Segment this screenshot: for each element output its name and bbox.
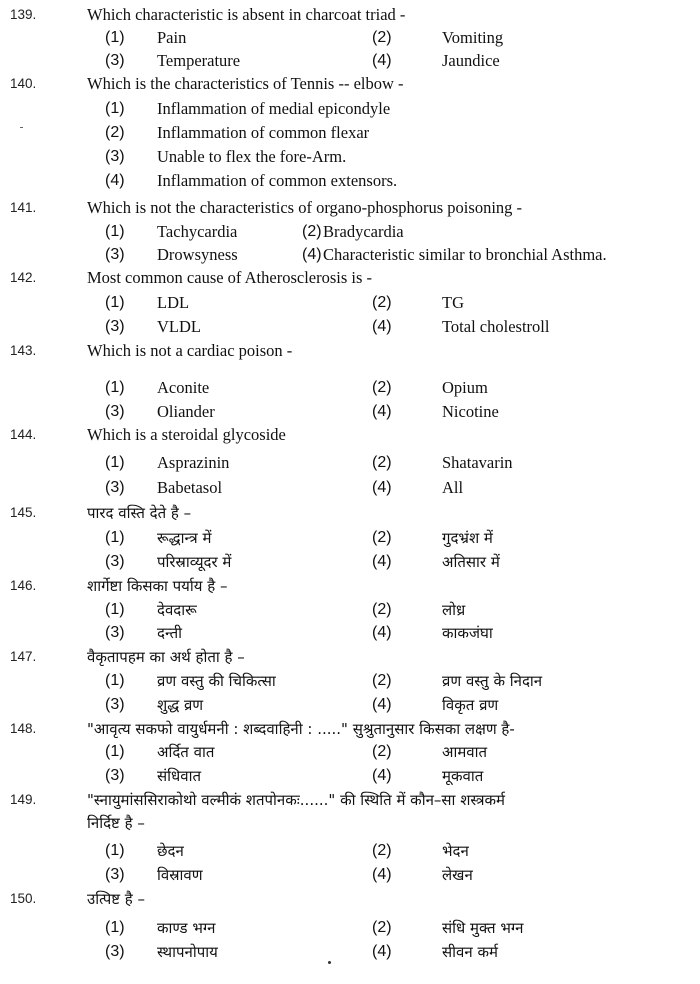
option-text: Bradycardia (323, 222, 404, 241)
option-number: (3) (105, 553, 125, 570)
option-number: (4) (372, 52, 392, 69)
question-142 (0, 267, 700, 289)
option-text: Jaundice (442, 51, 500, 70)
option-text: Vomiting (442, 28, 504, 47)
question-text: Which characteristic is absent in charcoat triad - (87, 5, 406, 24)
options-row (0, 221, 700, 243)
options-row (0, 292, 700, 314)
options-row (0, 477, 700, 499)
options-row (0, 452, 700, 474)
option-number: (3) (105, 866, 125, 883)
option-number: (3) (105, 767, 125, 784)
options-row (0, 244, 700, 266)
option-text: छेदन (157, 842, 184, 860)
question-number: 142. (10, 270, 37, 285)
options-row (0, 27, 700, 49)
question-text: वैकृतापहम का अर्थ होता है – (87, 648, 245, 666)
option-text: मूकवात (442, 767, 484, 785)
option-text: व्रण वस्तु की चिकित्सा (157, 672, 276, 690)
option-text: Pain (157, 28, 187, 47)
option-number: (3) (105, 624, 125, 641)
option-text: लोध्र (442, 601, 466, 619)
option-number: (2) (105, 124, 125, 141)
options-row (0, 377, 700, 399)
option-number: (4) (372, 479, 392, 496)
option-text: Inflammation of common flexar (157, 123, 370, 142)
options-row (0, 527, 700, 549)
option-text: Nicotine (442, 402, 499, 421)
question-number: 149. (10, 792, 37, 807)
option-text: सीवन कर्म (442, 943, 498, 961)
option-text: दन्ती (157, 624, 183, 642)
option-number: (1) (105, 454, 125, 471)
option-number: (3) (105, 148, 125, 165)
question-149-continued (0, 812, 700, 834)
option-number: (2) (372, 29, 392, 46)
option-number: (2) (372, 454, 392, 471)
option-row (0, 146, 700, 168)
options-row (0, 864, 700, 886)
question-text: Which is not the characteristics of organo-phosphorus poisoning - (87, 198, 523, 217)
option-text: Asprazinin (157, 453, 230, 472)
question-text: उत्पिष्ट है – (87, 890, 145, 908)
question-text: Most common cause of Atherosclerosis is - (87, 268, 373, 287)
option-number: (4) (372, 767, 392, 784)
option-number: (3) (105, 479, 125, 496)
question-number: 139. (10, 7, 37, 22)
option-text: अतिसार में (442, 553, 500, 571)
option-number: (4) (372, 866, 392, 883)
question-143 (0, 340, 700, 362)
option-number: (4) (372, 553, 392, 570)
question-number: 150. (10, 891, 37, 906)
option-number: (1) (105, 601, 125, 618)
option-text: All (442, 478, 464, 497)
option-text: लेखन (442, 866, 473, 884)
option-text: Tachycardia (157, 222, 238, 241)
option-text: भेदन (442, 842, 469, 860)
question-149 (0, 789, 700, 811)
option-number: (4) (105, 172, 125, 189)
option-number: (2) (372, 294, 392, 311)
question-text: Which is not a cardiac poison - (87, 341, 293, 360)
question-number: 143. (10, 343, 37, 358)
options-row (0, 694, 700, 716)
question-text: पारद वस्ति देते है – (87, 504, 192, 522)
question-150 (0, 888, 700, 910)
option-number: (3) (105, 943, 125, 960)
question-140 (0, 73, 700, 95)
option-text: Opium (442, 378, 488, 397)
option-text: अर्दित वात (157, 743, 215, 761)
question-147 (0, 646, 700, 668)
question-text-line2: निर्दिष्ट है – (87, 814, 145, 832)
option-text: गुदभ्रंश में (442, 529, 493, 547)
question-number: 140. (10, 76, 37, 91)
options-row (0, 316, 700, 338)
question-number: 146. (10, 578, 37, 593)
option-number: (3) (105, 318, 125, 335)
option-text: विस्रावण (157, 866, 203, 884)
question-145 (0, 502, 700, 524)
options-row (0, 401, 700, 423)
question-text: Which is the characteristics of Tennis -- elbow - (87, 74, 404, 93)
option-number: (4) (372, 696, 392, 713)
scan-speck (20, 127, 23, 128)
option-text: संधिवात (157, 767, 202, 785)
question-number: 148. (10, 721, 37, 736)
option-text: Oliander (157, 402, 215, 421)
question-text: Which is a steroidal glycoside (87, 425, 286, 444)
options-row (0, 50, 700, 72)
options-row (0, 765, 700, 787)
option-text: VLDL (157, 317, 201, 336)
options-row (0, 670, 700, 692)
option-number: (3) (105, 403, 125, 420)
option-text: Shatavarin (442, 453, 513, 472)
option-number: (2) (372, 529, 392, 546)
option-text: Aconite (157, 378, 210, 397)
question-number: 145. (10, 505, 37, 520)
question-text: "आवृत्य सकफो वायुर्धमनी : शब्दवाहिनी : ....." सुश्रुतानुसार किसका लक्षण है- (87, 720, 515, 738)
option-text: Characteristic similar to bronchial Asthma. (323, 245, 607, 264)
question-number: 147. (10, 649, 37, 664)
option-number: (4) (372, 943, 392, 960)
options-row (0, 551, 700, 573)
option-text: रूद्धान्त्र में (157, 529, 212, 547)
question-number: 141. (10, 200, 37, 215)
option-text: संधि मुक्त भग्न (442, 919, 524, 937)
option-number: (4) (372, 403, 392, 420)
option-number: (3) (105, 246, 125, 263)
option-row (0, 122, 700, 144)
option-text: Drowsyness (157, 245, 238, 264)
question-146 (0, 575, 700, 597)
option-number: (2) (372, 743, 392, 760)
option-number: (3) (105, 52, 125, 69)
option-text: स्थापनोपाय (157, 943, 218, 961)
option-text: व्रण वस्तु के निदान (442, 672, 543, 690)
option-text: देवदारू (157, 601, 197, 619)
option-number: (2) (302, 223, 322, 240)
option-number: (1) (105, 842, 125, 859)
options-row (0, 840, 700, 862)
options-row (0, 599, 700, 621)
question-number: 144. (10, 427, 37, 442)
option-text: Unable to flex the fore-Arm. (157, 147, 347, 166)
option-number: (1) (105, 672, 125, 689)
option-text: Inflammation of medial epicondyle (157, 99, 391, 118)
option-row (0, 170, 700, 192)
option-number: (1) (105, 379, 125, 396)
options-row (0, 622, 700, 644)
option-number: (1) (105, 100, 125, 117)
question-141 (0, 197, 700, 219)
option-row (0, 98, 700, 120)
option-text: LDL (157, 293, 190, 312)
option-number: (1) (105, 743, 125, 760)
options-row (0, 941, 700, 963)
option-number: (4) (372, 318, 392, 335)
question-text: शार्गेष्टा किसका पर्याय है – (87, 577, 228, 595)
option-text: आमवात (442, 743, 488, 761)
option-text: विकृत व्रण (442, 696, 499, 714)
option-number: (4) (302, 246, 322, 263)
option-text: काण्ड भग्न (157, 919, 216, 937)
option-text: शुद्ध व्रण (157, 696, 204, 714)
option-number: (1) (105, 223, 125, 240)
option-text: Temperature (157, 51, 241, 70)
option-number: (1) (105, 29, 125, 46)
option-number: (1) (105, 529, 125, 546)
scan-speck (328, 961, 331, 964)
question-139 (0, 4, 700, 26)
option-text: परिस्राव्यूदर में (157, 553, 232, 571)
question-text: "स्नायुमांससिराकोथो वल्मीकं शतपोनकः......" की स्थिति में कौन–सा शस्त्रकर्म (87, 791, 506, 809)
option-number: (1) (105, 294, 125, 311)
options-row (0, 917, 700, 939)
option-number: (2) (372, 379, 392, 396)
option-number: (1) (105, 919, 125, 936)
option-text: काकजंघा (442, 624, 493, 642)
option-number: (4) (372, 624, 392, 641)
option-number: (2) (372, 672, 392, 689)
option-text: Inflammation of common extensors. (157, 171, 398, 190)
option-number: (2) (372, 919, 392, 936)
option-number: (3) (105, 696, 125, 713)
option-number: (2) (372, 842, 392, 859)
question-148 (0, 718, 700, 740)
question-144 (0, 424, 700, 446)
option-text: Babetasol (157, 478, 223, 497)
option-number: (2) (372, 601, 392, 618)
option-text: Total cholestroll (442, 317, 550, 336)
option-text: TG (442, 293, 464, 312)
options-row (0, 741, 700, 763)
